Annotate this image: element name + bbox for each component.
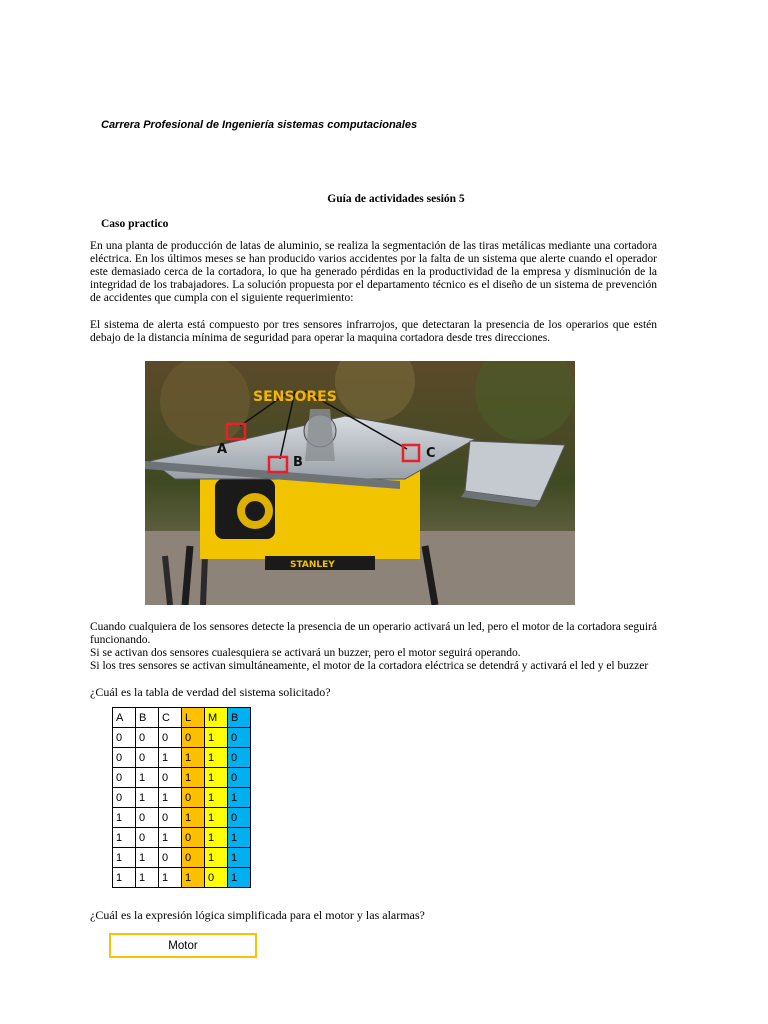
- truth-table-cell: 1: [159, 868, 182, 888]
- truth-table-cell: 0: [136, 828, 159, 848]
- truth-table-cell: 1: [182, 768, 205, 788]
- rule-three-sensors: Si los tres sensores se activan simultáneamente, el motor de la cortadora eléctrica se detendrá y activará el led y el buzzer: [90, 660, 649, 672]
- truth-table-cell: 1: [205, 788, 228, 808]
- truth-table-header: L: [182, 708, 205, 728]
- truth-table-cell: 0: [113, 788, 136, 808]
- behavior-paragraph: [90, 621, 657, 673]
- truth-table-cell: 0: [228, 748, 251, 768]
- truth-table-cell: 1: [159, 748, 182, 768]
- table-row: [113, 848, 251, 868]
- table-row: [113, 768, 251, 788]
- truth-table-header: A: [113, 708, 136, 728]
- truth-table-header: B: [136, 708, 159, 728]
- truth-table-cell: 1: [205, 848, 228, 868]
- career-header: Carrera Profesional de Ingeniería sistemas computacionales: [101, 119, 418, 131]
- label-a: A: [217, 442, 228, 457]
- truth-table-cell: 0: [159, 848, 182, 868]
- truth-table: [112, 707, 251, 888]
- truth-table-cell: 0: [159, 768, 182, 788]
- truth-table-cell: 0: [136, 808, 159, 828]
- truth-table-cell: 1: [113, 868, 136, 888]
- motor-label: Motor: [168, 939, 198, 952]
- truth-table-cell: 0: [228, 808, 251, 828]
- truth-table-cell: 0: [136, 728, 159, 748]
- page-title: Guía de actividades sesión 5: [327, 193, 465, 205]
- truth-table-cell: 1: [228, 868, 251, 888]
- system-paragraph: El sistema de alerta está compuesto por tres sensores infrarrojos, que detectaran la presencia de los operarios que estén debajo de la distancia mínima de seguridad para operar la maquina cortadora desde tres direcciones.: [90, 319, 657, 344]
- truth-table-cell: 1: [113, 848, 136, 868]
- truth-table-cell: 0: [228, 728, 251, 748]
- truth-table-cell: 0: [136, 748, 159, 768]
- truth-table-cell: 1: [228, 848, 251, 868]
- truth-table-cell: 0: [182, 728, 205, 748]
- truth-table-cell: 0: [182, 848, 205, 868]
- question-logic-expression: ¿Cuál es la expresión lógica simplificada para el motor y las alarmas?: [90, 908, 425, 922]
- truth-table-cell: 0: [182, 828, 205, 848]
- label-b: B: [293, 455, 303, 470]
- truth-table-cell: 0: [113, 768, 136, 788]
- truth-table-cell: 1: [113, 808, 136, 828]
- truth-table-header: M: [205, 708, 228, 728]
- truth-table-header: C: [159, 708, 182, 728]
- table-row: [113, 808, 251, 828]
- truth-table-cell: 0: [205, 868, 228, 888]
- truth-table-cell: 1: [159, 828, 182, 848]
- truth-table-cell: 1: [205, 768, 228, 788]
- truth-table-cell: 1: [159, 788, 182, 808]
- truth-table-cell: 0: [159, 808, 182, 828]
- truth-table-cell: 1: [182, 868, 205, 888]
- section-subtitle: Caso practico: [101, 218, 169, 230]
- truth-table-cell: 1: [182, 748, 205, 768]
- truth-table-cell: 1: [136, 788, 159, 808]
- question-truth-table: ¿Cuál es la tabla de verdad del sistema solicitado?: [90, 685, 331, 699]
- truth-table-cell: 1: [136, 848, 159, 868]
- truth-table-cell: 1: [205, 828, 228, 848]
- truth-table-cell: 1: [136, 768, 159, 788]
- table-row: [113, 728, 251, 748]
- sensors-label: SENSORES: [253, 389, 337, 405]
- truth-table-cell: 0: [159, 728, 182, 748]
- table-row: [113, 788, 251, 808]
- rule-one-sensor: Cuando cualquiera de los sensores detecte la presencia de un operario activará un led, pero el motor de la cortadora seguirá funcionando.: [90, 621, 657, 646]
- truth-table-cell: 1: [228, 788, 251, 808]
- table-row: [113, 748, 251, 768]
- table-row: [113, 868, 251, 888]
- truth-table-cell: 0: [113, 728, 136, 748]
- truth-table-cell: 1: [205, 748, 228, 768]
- truth-table-cell: 1: [113, 828, 136, 848]
- truth-table-cell: 1: [228, 828, 251, 848]
- truth-table-cell: 1: [205, 808, 228, 828]
- truth-table-cell: 1: [182, 808, 205, 828]
- intro-paragraph: En una planta de producción de latas de aluminio, se realiza la segmentación de las tiras metálicas mediante una cortadora eléctrica. En los últimos meses se han producido varios accidentes por la falta de un sistema que alerte cuando el operador este demasiado cerca de la cortadora, lo que ha generado pérdidas en la productividad de la empresa y disminución de la integridad de los trabajadores. La solución propuesta por el departamento técnico es el diseño de un sistema de prevención de accidentes que cumpla con el siguiente requerimiento:: [90, 240, 657, 304]
- truth-table-cell: 1: [205, 728, 228, 748]
- truth-table-header: B: [228, 708, 251, 728]
- table-saw-photo: [145, 361, 575, 605]
- label-c: C: [426, 446, 436, 461]
- brand-text: STANLEY: [290, 560, 335, 570]
- truth-table-cell: 1: [136, 868, 159, 888]
- rule-two-sensors: Si se activan dos sensores cualesquiera se activará un buzzer, pero el motor seguirá operando.: [90, 647, 521, 659]
- truth-table-cell: 0: [113, 748, 136, 768]
- table-row: [113, 828, 251, 848]
- truth-table-cell: 0: [228, 768, 251, 788]
- truth-table-cell: 0: [182, 788, 205, 808]
- motor-box: [109, 933, 257, 958]
